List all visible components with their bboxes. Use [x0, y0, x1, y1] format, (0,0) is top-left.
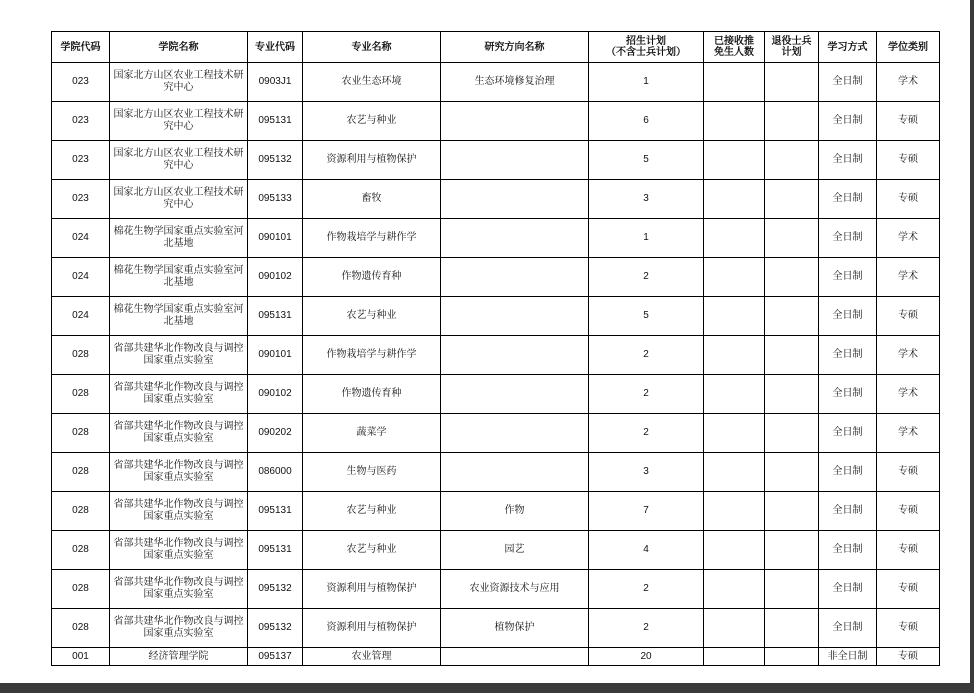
- cell-college-code: 023: [52, 63, 110, 102]
- cell-major-code: 095132: [248, 141, 303, 180]
- table-row: [52, 258, 940, 297]
- cell-study-mode: 全日制: [819, 258, 877, 297]
- cell-direction: 生态环境修复治理: [441, 63, 589, 102]
- cell-veteran: [765, 258, 819, 297]
- cell-exempt: [704, 336, 765, 375]
- viewer-bottom-bar: [0, 683, 974, 693]
- cell-veteran: [765, 414, 819, 453]
- cell-college-name: 国家北方山区农业工程技术研究中心: [110, 180, 248, 219]
- cell-veteran: [765, 141, 819, 180]
- cell-quota: 5: [589, 297, 704, 336]
- cell-exempt: [704, 63, 765, 102]
- header-major-name: 专业名称: [303, 32, 441, 63]
- cell-degree-type: 专硕: [877, 648, 940, 666]
- cell-college-code: 028: [52, 375, 110, 414]
- cell-major-code: 095137: [248, 648, 303, 666]
- header-veteran: 退役士兵 计划: [765, 32, 819, 63]
- cell-college-name: 国家北方山区农业工程技术研究中心: [110, 102, 248, 141]
- cell-veteran: [765, 492, 819, 531]
- cell-quota: 2: [589, 375, 704, 414]
- cell-college-name: 棉花生物学国家重点实验室河北基地: [110, 258, 248, 297]
- admissions-table: [51, 31, 940, 666]
- cell-college-code: 024: [52, 258, 110, 297]
- cell-major-name: 作物遗传育种: [303, 258, 441, 297]
- table-row: [52, 492, 940, 531]
- cell-direction: [441, 336, 589, 375]
- cell-college-code: 028: [52, 492, 110, 531]
- cell-degree-type: 专硕: [877, 492, 940, 531]
- cell-major-code: 090102: [248, 375, 303, 414]
- cell-quota: 1: [589, 219, 704, 258]
- header-direction: 研究方向名称: [441, 32, 589, 63]
- cell-exempt: [704, 219, 765, 258]
- cell-college-name: 省部共建华北作物改良与调控国家重点实验室: [110, 609, 248, 648]
- cell-direction: 园艺: [441, 531, 589, 570]
- cell-exempt: [704, 531, 765, 570]
- cell-study-mode: 全日制: [819, 531, 877, 570]
- cell-exempt: [704, 141, 765, 180]
- header-quota: 招生计划 （不含士兵计划）: [589, 32, 704, 63]
- table-row: [52, 414, 940, 453]
- cell-veteran: [765, 219, 819, 258]
- cell-exempt: [704, 570, 765, 609]
- cell-college-name: 棉花生物学国家重点实验室河北基地: [110, 219, 248, 258]
- cell-college-name: 省部共建华北作物改良与调控国家重点实验室: [110, 492, 248, 531]
- cell-quota: 2: [589, 258, 704, 297]
- cell-degree-type: 专硕: [877, 102, 940, 141]
- cell-degree-type: 学术: [877, 258, 940, 297]
- cell-major-code: 090202: [248, 414, 303, 453]
- cell-study-mode: 非全日制: [819, 648, 877, 666]
- cell-degree-type: 专硕: [877, 531, 940, 570]
- cell-exempt: [704, 375, 765, 414]
- cell-study-mode: 全日制: [819, 180, 877, 219]
- table-row: [52, 531, 940, 570]
- cell-study-mode: 全日制: [819, 492, 877, 531]
- cell-degree-type: 学术: [877, 219, 940, 258]
- cell-major-code: 095132: [248, 570, 303, 609]
- cell-veteran: [765, 648, 819, 666]
- cell-direction: [441, 375, 589, 414]
- table-row: [52, 219, 940, 258]
- cell-college-name: 省部共建华北作物改良与调控国家重点实验室: [110, 453, 248, 492]
- header-degree-type: 学位类别: [877, 32, 940, 63]
- cell-direction: 植物保护: [441, 609, 589, 648]
- header-row: [52, 32, 940, 63]
- cell-study-mode: 全日制: [819, 102, 877, 141]
- cell-major-name: 农艺与种业: [303, 297, 441, 336]
- cell-degree-type: 专硕: [877, 180, 940, 219]
- cell-quota: 5: [589, 141, 704, 180]
- cell-study-mode: 全日制: [819, 141, 877, 180]
- cell-college-name: 经济管理学院: [110, 648, 248, 666]
- cell-major-code: 0903J1: [248, 63, 303, 102]
- cell-quota: 2: [589, 609, 704, 648]
- cell-degree-type: 学术: [877, 414, 940, 453]
- cell-exempt: [704, 258, 765, 297]
- cell-veteran: [765, 63, 819, 102]
- cell-study-mode: 全日制: [819, 570, 877, 609]
- cell-major-code: 095132: [248, 609, 303, 648]
- table-row: [52, 375, 940, 414]
- cell-quota: 1: [589, 63, 704, 102]
- cell-major-code: 090101: [248, 219, 303, 258]
- cell-veteran: [765, 297, 819, 336]
- cell-direction: 农业资源技术与应用: [441, 570, 589, 609]
- cell-direction: [441, 453, 589, 492]
- cell-study-mode: 全日制: [819, 453, 877, 492]
- table-row: [52, 102, 940, 141]
- cell-direction: [441, 258, 589, 297]
- cell-major-name: 蔬菜学: [303, 414, 441, 453]
- cell-degree-type: 专硕: [877, 141, 940, 180]
- cell-veteran: [765, 570, 819, 609]
- table-row: [52, 570, 940, 609]
- cell-college-code: 028: [52, 531, 110, 570]
- cell-college-name: 省部共建华北作物改良与调控国家重点实验室: [110, 375, 248, 414]
- cell-study-mode: 全日制: [819, 414, 877, 453]
- cell-major-name: 农业生态环境: [303, 63, 441, 102]
- table-row: [52, 63, 940, 102]
- cell-major-name: 农艺与种业: [303, 531, 441, 570]
- cell-exempt: [704, 297, 765, 336]
- cell-study-mode: 全日制: [819, 63, 877, 102]
- cell-college-code: 028: [52, 453, 110, 492]
- cell-quota: 3: [589, 453, 704, 492]
- cell-major-code: 090101: [248, 336, 303, 375]
- cell-degree-type: 学术: [877, 375, 940, 414]
- cell-direction: [441, 180, 589, 219]
- cell-quota: 2: [589, 336, 704, 375]
- cell-degree-type: 专硕: [877, 297, 940, 336]
- cell-exempt: [704, 492, 765, 531]
- cell-college-name: 省部共建华北作物改良与调控国家重点实验室: [110, 531, 248, 570]
- cell-study-mode: 全日制: [819, 297, 877, 336]
- header-major-code: 专业代码: [248, 32, 303, 63]
- cell-exempt: [704, 609, 765, 648]
- cell-exempt: [704, 648, 765, 666]
- cell-quota: 2: [589, 570, 704, 609]
- cell-study-mode: 全日制: [819, 336, 877, 375]
- cell-major-code: 095131: [248, 102, 303, 141]
- table-body: [52, 63, 940, 666]
- cell-degree-type: 专硕: [877, 609, 940, 648]
- cell-veteran: [765, 453, 819, 492]
- cell-major-name: 农艺与种业: [303, 492, 441, 531]
- cell-exempt: [704, 414, 765, 453]
- cell-major-name: 农业管理: [303, 648, 441, 666]
- cell-major-name: 生物与医药: [303, 453, 441, 492]
- table-row: [52, 609, 940, 648]
- cell-exempt: [704, 102, 765, 141]
- cell-degree-type: 学术: [877, 336, 940, 375]
- header-college-code: 学院代码: [52, 32, 110, 63]
- cell-college-name: 省部共建华北作物改良与调控国家重点实验室: [110, 570, 248, 609]
- cell-major-code: 095131: [248, 492, 303, 531]
- cell-veteran: [765, 336, 819, 375]
- cell-major-name: 畜牧: [303, 180, 441, 219]
- table-row: [52, 141, 940, 180]
- cell-college-code: 028: [52, 609, 110, 648]
- cell-college-name: 国家北方山区农业工程技术研究中心: [110, 63, 248, 102]
- cell-veteran: [765, 102, 819, 141]
- cell-degree-type: 专硕: [877, 570, 940, 609]
- cell-direction: [441, 297, 589, 336]
- cell-college-name: 国家北方山区农业工程技术研究中心: [110, 141, 248, 180]
- cell-quota: 2: [589, 414, 704, 453]
- cell-quota: 3: [589, 180, 704, 219]
- cell-veteran: [765, 180, 819, 219]
- cell-major-name: 作物栽培学与耕作学: [303, 219, 441, 258]
- cell-college-name: 省部共建华北作物改良与调控国家重点实验室: [110, 414, 248, 453]
- cell-college-code: 024: [52, 297, 110, 336]
- cell-college-code: 001: [52, 648, 110, 666]
- cell-direction: [441, 648, 589, 666]
- cell-college-code: 028: [52, 570, 110, 609]
- cell-college-name: 省部共建华北作物改良与调控国家重点实验室: [110, 336, 248, 375]
- cell-major-name: 农艺与种业: [303, 102, 441, 141]
- cell-college-code: 028: [52, 414, 110, 453]
- table-row: [52, 297, 940, 336]
- cell-degree-type: 学术: [877, 63, 940, 102]
- header-study-mode: 学习方式: [819, 32, 877, 63]
- cell-direction: [441, 219, 589, 258]
- cell-college-code: 023: [52, 180, 110, 219]
- cell-study-mode: 全日制: [819, 375, 877, 414]
- cell-veteran: [765, 609, 819, 648]
- cell-major-code: 095131: [248, 531, 303, 570]
- cell-college-code: 023: [52, 141, 110, 180]
- cell-college-code: 024: [52, 219, 110, 258]
- cell-college-code: 028: [52, 336, 110, 375]
- table-row: [52, 453, 940, 492]
- cell-major-name: 作物遗传育种: [303, 375, 441, 414]
- cell-study-mode: 全日制: [819, 219, 877, 258]
- header-college-name: 学院名称: [110, 32, 248, 63]
- cell-major-name: 资源利用与植物保护: [303, 141, 441, 180]
- cell-veteran: [765, 531, 819, 570]
- cell-major-code: 086000: [248, 453, 303, 492]
- cell-direction: 作物: [441, 492, 589, 531]
- cell-quota: 7: [589, 492, 704, 531]
- cell-direction: [441, 414, 589, 453]
- cell-major-code: 090102: [248, 258, 303, 297]
- cell-quota: 4: [589, 531, 704, 570]
- header-exempt: 已接收推 免生人数: [704, 32, 765, 63]
- cell-major-name: 资源利用与植物保护: [303, 609, 441, 648]
- cell-college-name: 棉花生物学国家重点实验室河北基地: [110, 297, 248, 336]
- cell-major-name: 资源利用与植物保护: [303, 570, 441, 609]
- cell-study-mode: 全日制: [819, 609, 877, 648]
- cell-direction: [441, 102, 589, 141]
- table-row: [52, 336, 940, 375]
- cell-major-code: 095131: [248, 297, 303, 336]
- cell-college-code: 023: [52, 102, 110, 141]
- cell-direction: [441, 141, 589, 180]
- cell-major-code: 095133: [248, 180, 303, 219]
- cell-quota: 6: [589, 102, 704, 141]
- table-row: [52, 648, 940, 666]
- cell-degree-type: 专硕: [877, 453, 940, 492]
- cell-quota: 20: [589, 648, 704, 666]
- cell-exempt: [704, 180, 765, 219]
- table-row: [52, 180, 940, 219]
- cell-exempt: [704, 453, 765, 492]
- cell-major-name: 作物栽培学与耕作学: [303, 336, 441, 375]
- cell-veteran: [765, 375, 819, 414]
